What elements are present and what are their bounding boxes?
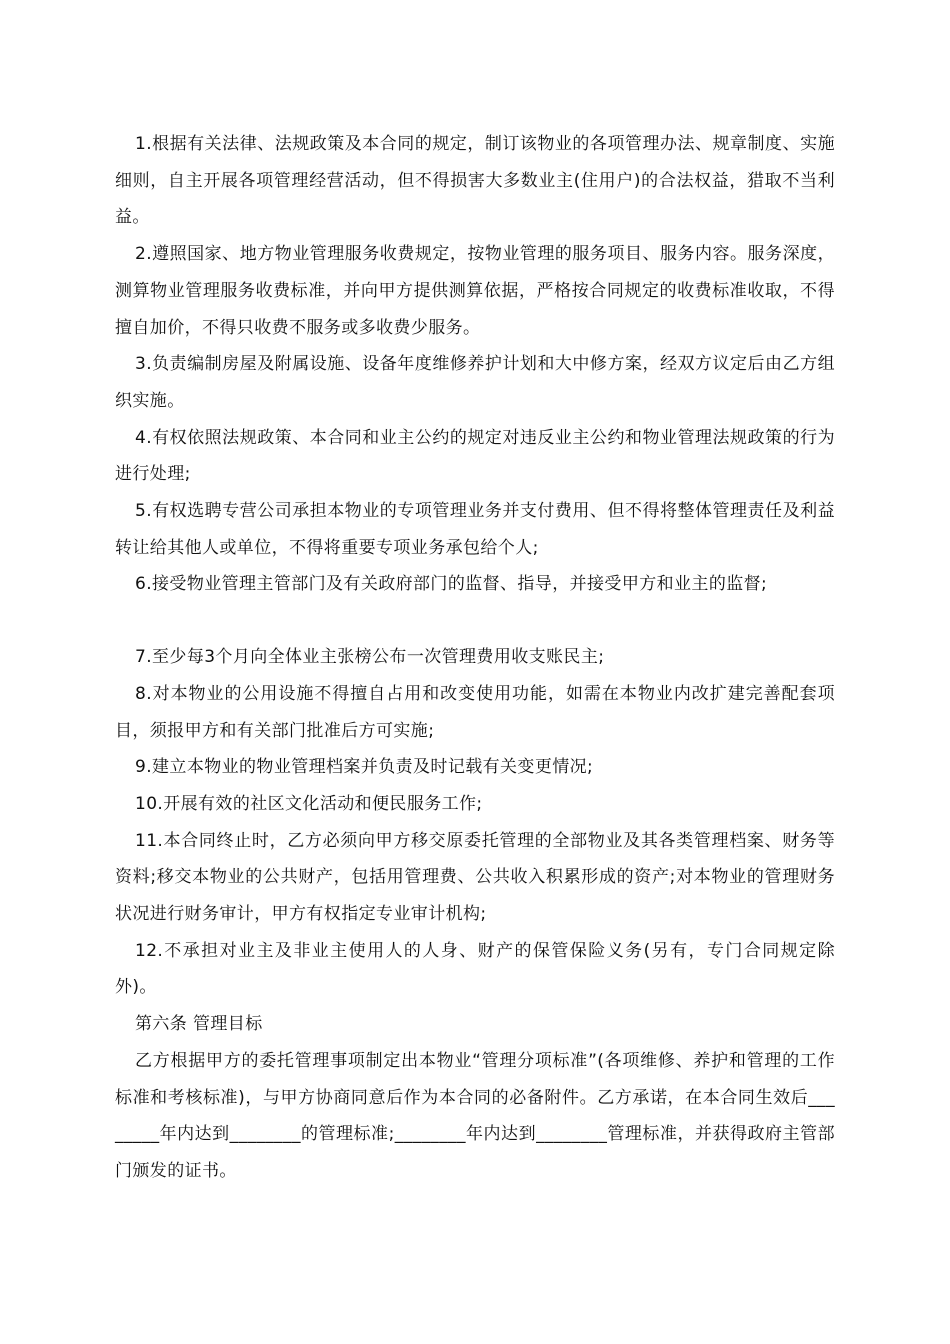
clause-9: 9.建立本物业的物业管理档案并负责及时记载有关变更情况; (135, 757, 594, 778)
clause-8: 8.对本物业的公用设施不得擅自占用和改变使用功能，如需在本物业内改扩建完善配套项目，须报甲方和有关部门批准后方可实施; (115, 683, 835, 741)
clause-11: 11.本合同终止时，乙方必须向甲方移交原委托管理的全部物业及其各类管理档案、财务等资料;移交本物业的公共财产，包括用管理费、公共收入积累形成的资产;对本物业的管理财务状况进行财务审计，甲方有权指定专业审计机构; (115, 830, 835, 925)
section-heading: 第六条 管理目标 (135, 1014, 263, 1035)
clause-5: 5.有权选聘专营公司承担本物业的专项管理业务并支付费用、但不得将整体管理责任及利益转让给其他人或单位，不得将重要专项业务承包给个人; (115, 501, 835, 558)
clause-4: 4.有权依照法规政策、本合同和业主公约的规定对违反业主公约和物业管理法规政策的行为进行处理; (115, 427, 835, 485)
clause-7: 7.至少每3个月向全体业主张榜公布一次管理费用收支账民主; (135, 647, 605, 668)
contract-body (115, 126, 835, 1190)
clause-3: 3.负责编制房屋及附属设施、设备年度维修养护计划和大中修方案，经双方议定后由乙方组织实施。 (115, 354, 835, 411)
clause-6: 6.接受物业管理主管部门及有关政府部门的监督、指导，并接受甲方和业主的监督; (135, 574, 768, 595)
clause-2: 2.遵照国家、地方物业管理服务收费规定，按物业管理的服务项目、服务内容。服务深度，测算物业管理服务收费标准，并向甲方提供测算依据，严格按合同规定的收费标准收取，不得擅自加价，不得只收费不服务或多收费少服务。 (115, 244, 835, 338)
clause-1: 1.根据有关法律、法规政策及本合同的规定，制订该物业的各项管理办法、规章制度、实施细则，自主开展各项管理经营活动，但不得损害大多数业主(住用户)的合法权益，猎取不当利益。 (115, 134, 835, 228)
management-goal-text: 乙方根据甲方的委托管理事项制定出本物业“管理分项标准”(各项维修、养护和管理的工作标准和考核标准)，与甲方协商同意后作为本合同的必备附件。乙方承诺，在本合同生效后________年内达到________的管理标准;________年内达到________管理标准，并获得政府主管部门颁发的证书。 (115, 1050, 835, 1181)
clause-12: 12.不承担对业主及非业主使用人的人身、财产的保管保险义务(另有，专门合同规定除外)。 (115, 940, 835, 998)
clause-10: 10.开展有效的社区文化活动和便民服务工作; (135, 793, 483, 814)
